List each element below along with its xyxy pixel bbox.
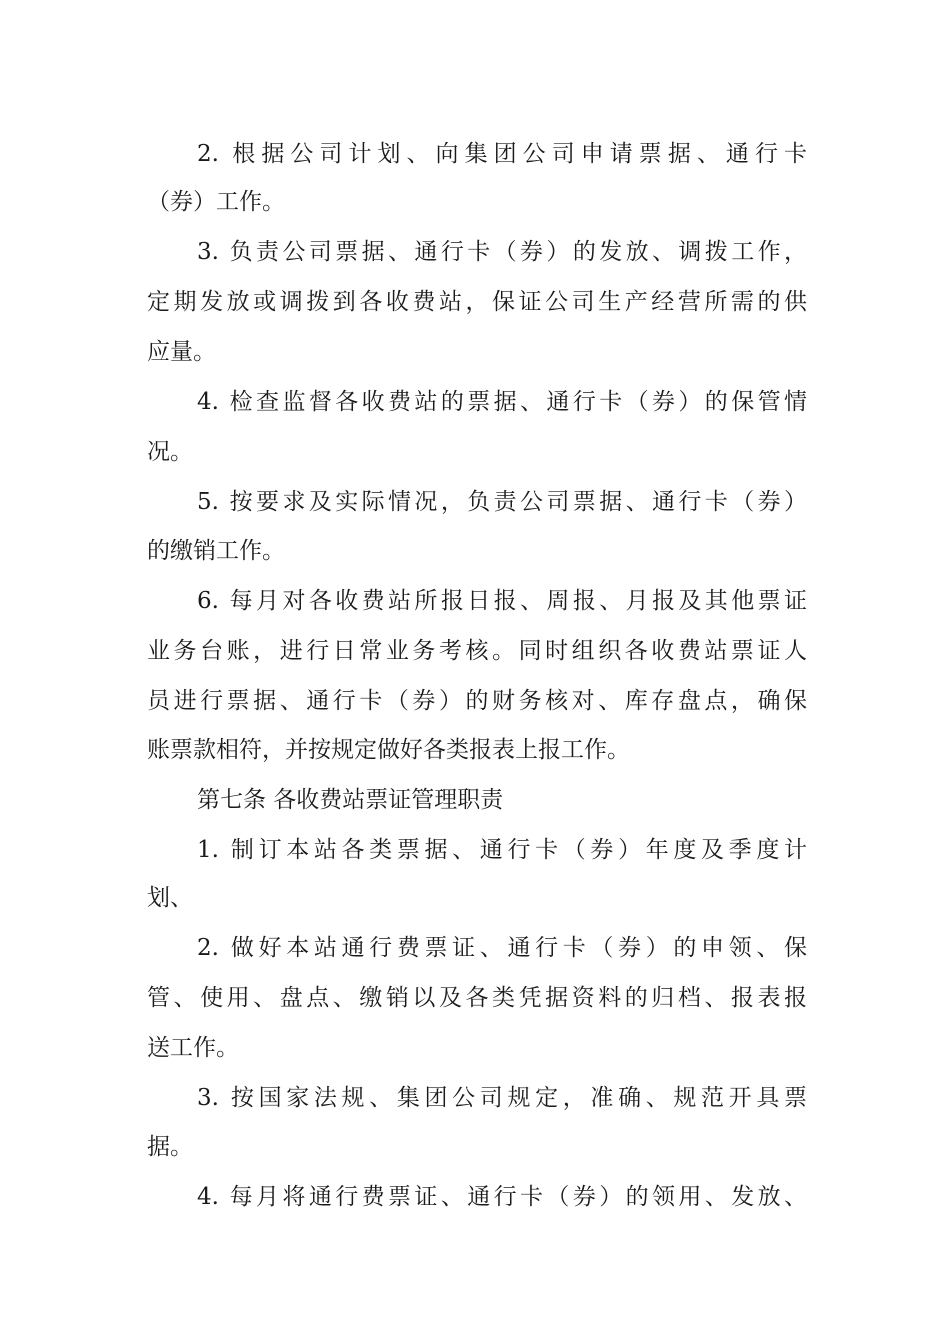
paragraph-line: 2. 根据公司计划、向集团公司申请票据、通行卡 xyxy=(197,141,807,167)
paragraph-line: 定期发放或调拨到各收费站，保证公司生产经营所需的供 xyxy=(147,289,807,315)
paragraph-line: 3. 按国家法规、集团公司规定，准确、规范开具票 xyxy=(197,1085,807,1111)
paragraph-line: 4. 每月将通行费票证、通行卡（券）的领用、发放、 xyxy=(197,1184,807,1210)
section-heading: 第七条 各收费站票证管理职责 xyxy=(197,787,504,813)
paragraph-line: 划、 xyxy=(147,885,193,911)
paragraph-line: 应量。 xyxy=(147,339,216,365)
paragraph-line: （券）工作。 xyxy=(147,189,285,215)
paragraph-line: 据。 xyxy=(147,1134,193,1160)
paragraph-line: 2. 做好本站通行费票证、通行卡（券）的申领、保 xyxy=(197,935,807,961)
paragraph-line: 员进行票据、通行卡（券）的财务核对、库存盘点，确保 xyxy=(147,688,807,714)
paragraph-line: 5. 按要求及实际情况，负责公司票据、通行卡（券） xyxy=(197,489,807,515)
paragraph-line: 的缴销工作。 xyxy=(147,538,285,564)
paragraph-line: 3. 负责公司票据、通行卡（券）的发放、调拨工作， xyxy=(197,239,807,265)
paragraph-line: 业务台账，进行日常业务考核。同时组织各收费站票证人 xyxy=(147,638,807,664)
paragraph-line: 6. 每月对各收费站所报日报、周报、月报及其他票证 xyxy=(197,588,807,614)
paragraph-line: 4. 检查监督各收费站的票据、通行卡（券）的保管情 xyxy=(197,389,807,415)
paragraph-line: 账票款相符，并按规定做好各类报表上报工作。 xyxy=(147,737,630,763)
paragraph-line: 况。 xyxy=(147,439,193,465)
paragraph-line: 送工作。 xyxy=(147,1035,239,1061)
paragraph-line: 1. 制订本站各类票据、通行卡（券）年度及季度计 xyxy=(197,837,807,863)
paragraph-line: 管、使用、盘点、缴销以及各类凭据资料的归档、报表报 xyxy=(147,985,807,1011)
